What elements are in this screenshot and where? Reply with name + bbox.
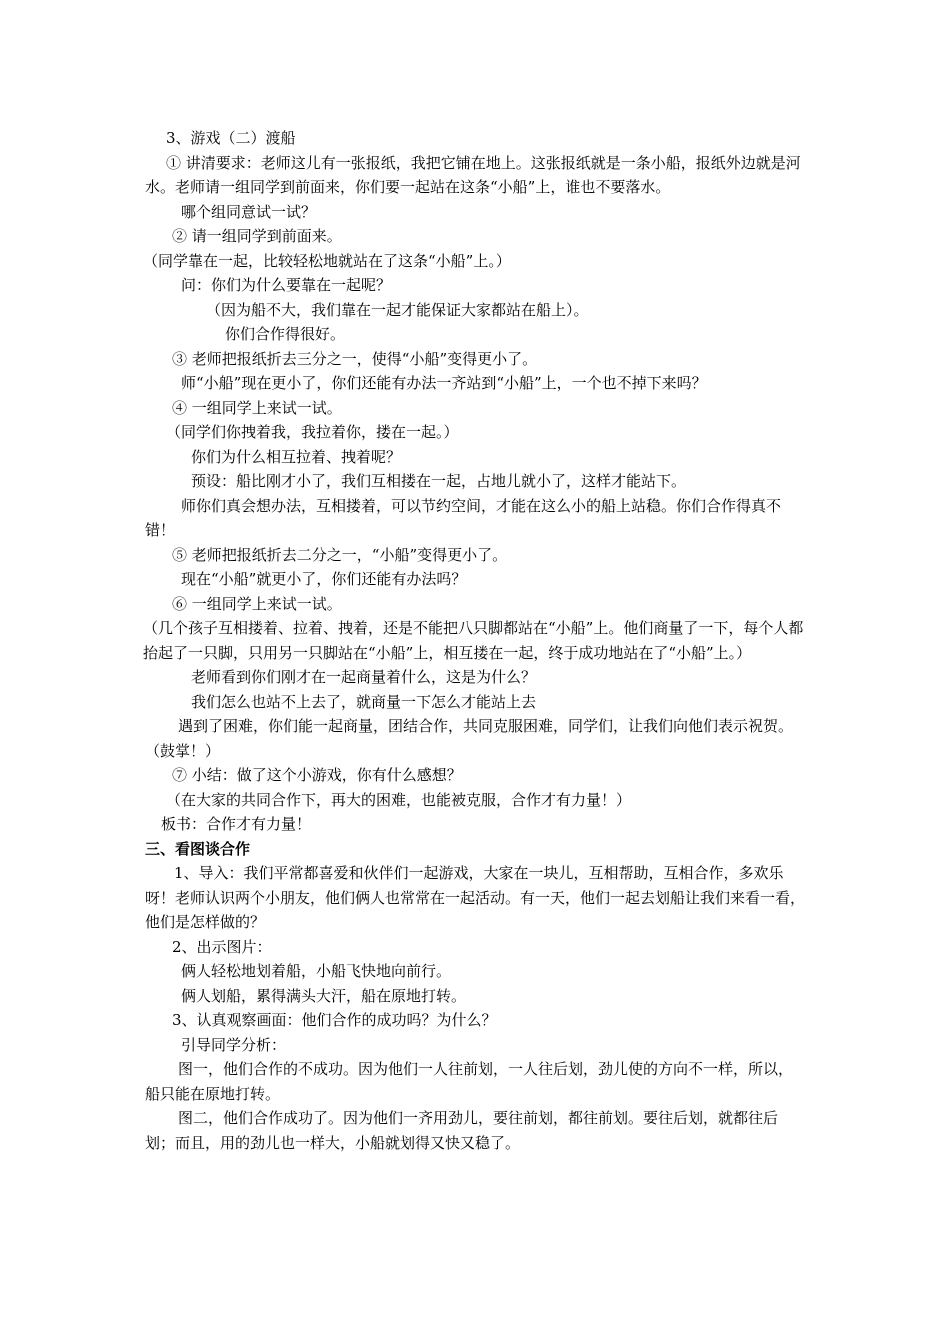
line-blackboard: 板书：合作才有力量！ xyxy=(161,815,312,833)
line-step-3: ③ 老师把报纸折去三分之一，使得“小船”变得更小了。 xyxy=(172,349,538,368)
line-difficulty: 遇到了困难，你们能一起商量，团结合作，共同克服困难，同学们，让我们向他们表示祝贺。（鼓掌！） xyxy=(145,717,794,760)
line-step-5: ⑤ 老师把报纸折去二分之一，“小船”变得更小了。 xyxy=(172,545,508,564)
line-teacher-praise: 师你们真会想办法，互相搂着，可以节约空间，才能在这么小的船上站稳。你们合作得真不错！ xyxy=(145,496,782,539)
line-discuss: 我们怎么也站不上去了，就商量一下怎么才能站上去 xyxy=(191,692,537,711)
line-why-hold: 你们为什么相互拉着、拽着呢？ xyxy=(191,447,402,466)
line-conclusion: （在大家的共同合作下，再大的困难，也能被克服，合作才有力量！） xyxy=(166,790,632,809)
line-game-title: 3、游戏（二）渡船 xyxy=(166,129,296,147)
line-teacher-ask: 师“小船”现在更小了，你们还能有办法一齐站到“小船”上，一个也不掉下来吗？ xyxy=(181,374,707,392)
line-students-lean: （同学靠在一起，比较轻松地就站在了这条“小船”上。） xyxy=(143,251,511,270)
line-figure-1: 图一，他们合作的不成功。因为他们一人往前划，一人往后划，劲儿使的方向不一样，所以，船只能在原地打转。 xyxy=(145,1060,794,1103)
line-observe: 3、认真观察画面：他们合作的成功吗？为什么？ xyxy=(172,1011,497,1029)
line-step-4: ④ 一组同学上来试一试。 xyxy=(172,398,342,417)
line-praise: 你们合作得很好。 xyxy=(225,325,346,343)
line-step-2: ② 请一组同学到前面来。 xyxy=(172,227,342,245)
line-guide: 引导同学分析： xyxy=(181,1035,287,1054)
line-picture-1: 俩人轻松地划着船，小船飞快地向前行。 xyxy=(181,962,452,980)
line-students-hold: （同学们你拽着我，我拉着你，搂在一起。） xyxy=(166,423,459,441)
line-figure-2: 图二，他们合作成功了。因为他们一齐用劲儿，要往前划，都往前划。要往后划，就都往后划；而且，用的劲儿也一样大，小船就划得又快又稳了。 xyxy=(145,1109,779,1152)
line-step-1: ① 讲清要求：老师这儿有一张报纸，我把它铺在地上。这张报纸就是一条小船，报纸外边就是河水。老师请一组同学到前面来，你们要一起站在这条“小船”上，谁也不要落水。 xyxy=(145,153,801,196)
line-answer: （因为船不大，我们靠在一起才能保证大家都站在船上）。 xyxy=(206,300,589,319)
document-body xyxy=(145,126,805,1155)
line-smaller-boat: 现在“小船”就更小了，你们还能有办法吗？ xyxy=(181,570,467,588)
line-preset: 预设：船比刚才小了，我们互相搂在一起，占地儿就小了，这样才能站下。 xyxy=(191,472,687,490)
section-heading-3: 三、看图谈合作 xyxy=(145,839,251,858)
line-children-stand: （几个孩子互相搂着、拉着、拽着，还是不能把八只脚都站在“小船”上。他们商量了一下，每个人都抬起了一只脚，只用另一只脚站在“小船”上，相互搂在一起，终于成功地站在了“小船”上。） xyxy=(143,619,804,662)
line-which-group: 哪个组同意试一试？ xyxy=(181,202,317,221)
line-picture-2: 俩人划船，累得满头大汗，船在原地打转。 xyxy=(181,986,467,1005)
line-intro: 1、导入：我们平常都喜爱和伙伴们一起游戏，大家在一块儿，互相帮助，互相合作，多欢乐呀！老师认识两个小朋友，他们俩人也常常在一起活动。有一天，他们一起去划船让我们来看一看，他们是怎样做的？ xyxy=(145,864,806,931)
line-show-pictures: 2、出示图片： xyxy=(172,937,272,956)
line-step-7: ⑦ 小结：做了这个小游戏，你有什么感想？ xyxy=(172,766,462,784)
line-step-6: ⑥ 一组同学上来试一试。 xyxy=(172,594,342,613)
line-question: 问：你们为什么要靠在一起呢？ xyxy=(181,276,392,294)
line-teacher-saw: 老师看到你们刚才在一起商量着什么，这是为什么？ xyxy=(191,668,537,686)
